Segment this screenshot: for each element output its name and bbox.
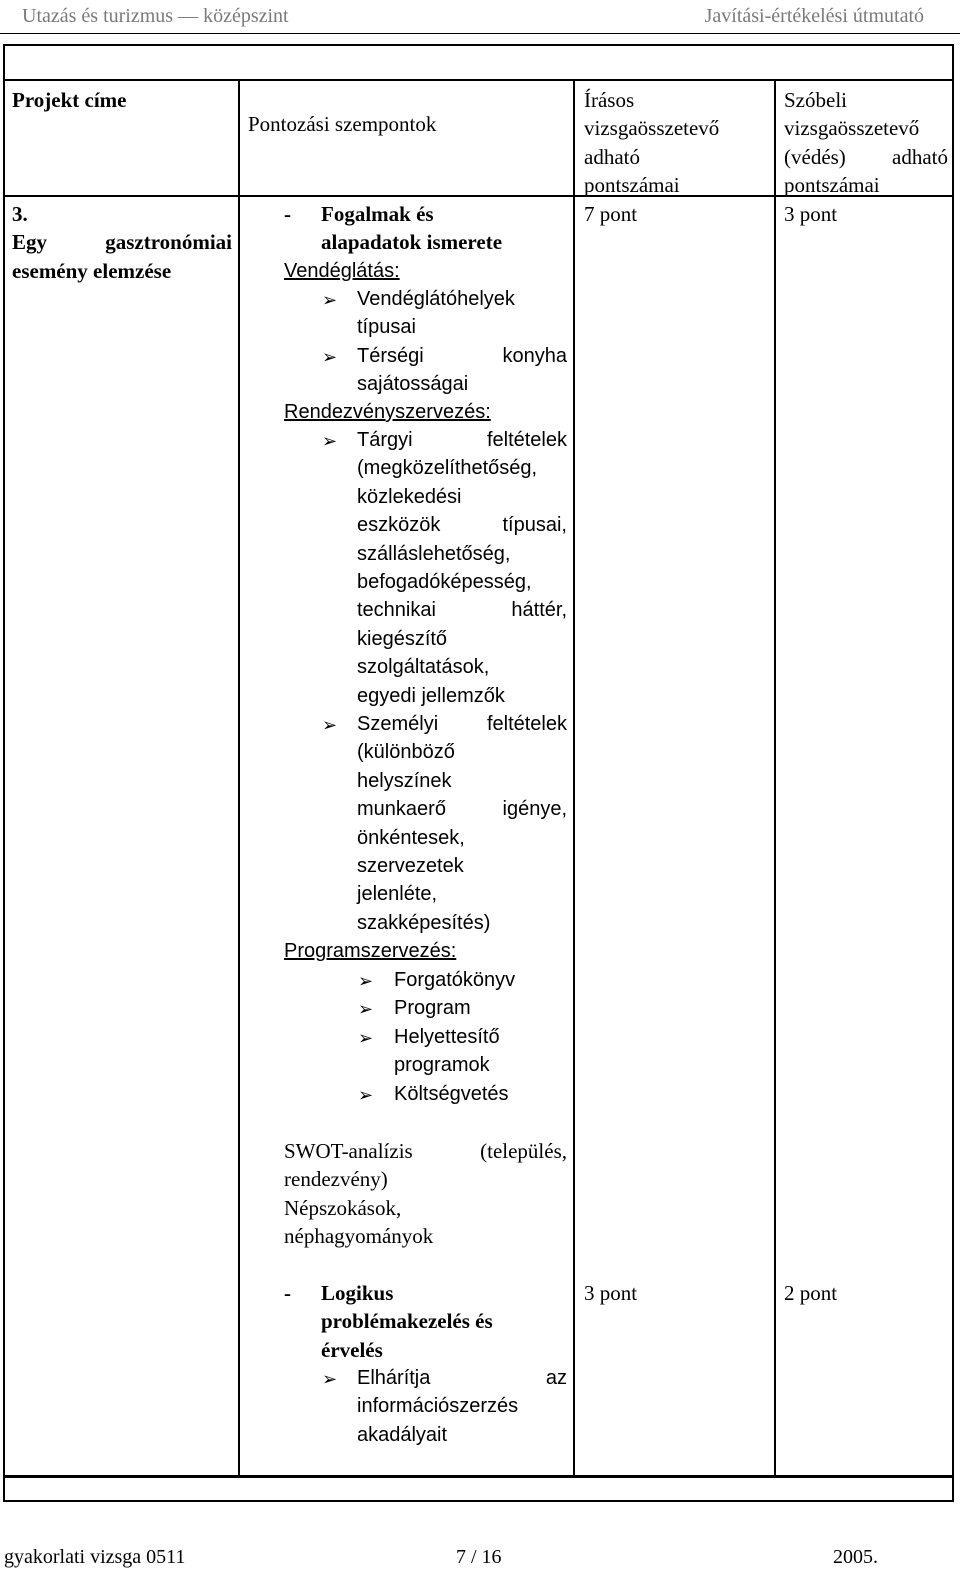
swot-text: SWOT-analízis (település, rendezvény) Népszokások, néphagyományok (284, 1139, 567, 1249)
table-bottom-rule (3, 1475, 954, 1477)
program-label: Programszervezés: (284, 940, 457, 962)
section2-oral-points: 2 pont (784, 1281, 838, 1305)
column-header-oral: Szóbeli vizsgaösszetevő (védés) adható pontszámai (784, 88, 948, 198)
list-item: Vendéglátóhelyek típusai (357, 288, 515, 339)
arrow-bullet-icon: ➢ (322, 347, 338, 367)
list-item: Tárgyi feltételek (megközelíthetőség, közlekedési eszközök típusai, szálláslehetőség, befogadóképesség, technikai háttér, kiegészítő szolgáltatások, egyedi jellemzők (357, 429, 567, 707)
arrow-bullet-icon: ➢ (322, 290, 338, 310)
list-item: Forgatókönyv (394, 969, 516, 991)
table-left-border (3, 79, 5, 1477)
list-item: Személyi feltételek (különböző helyszínek munkaerő igénye, önkéntesek, szervezetek jelenléte, szakképesítés) (357, 713, 567, 934)
footer-year: 2005. (833, 1546, 878, 1568)
rendezveny-label: Rendezvényszervezés: (284, 401, 491, 423)
frame-top-rule (5, 79, 952, 81)
list-item: Program (394, 997, 471, 1019)
table-col-divider-3 (774, 79, 776, 1477)
section2-dash: - (284, 1281, 291, 1305)
footer-page-number: 7 / 16 (456, 1546, 502, 1568)
table-col-divider-2 (573, 79, 575, 1477)
header-doc-type: Javítási-értékelési útmutató (704, 5, 924, 27)
section2-written-points: 3 pont (584, 1281, 638, 1305)
arrow-bullet-icon: ➢ (322, 1369, 338, 1389)
arrow-bullet-icon: ➢ (358, 999, 374, 1019)
list-item: Helyettesítő programok (394, 1026, 500, 1077)
section1-heading: Fogalmak és alapadatok ismerete (321, 202, 503, 255)
list-item: Elhárítja az információszerzés akadályait (357, 1367, 567, 1446)
table-right-border (952, 79, 954, 1477)
arrow-bullet-icon: ➢ (322, 431, 338, 451)
table-col-divider-1 (238, 79, 240, 1477)
project-title: 3. Egy gasztronómiai esemény elemzése (12, 202, 232, 283)
vendeglatas-label: Vendéglátás: (284, 260, 400, 282)
section1-written-points: 7 pont (584, 202, 638, 226)
section1-dash: - (284, 202, 291, 226)
arrow-bullet-icon: ➢ (322, 715, 338, 735)
header-subject: Utazás és turizmus — középszint (22, 5, 289, 27)
arrow-bullet-icon: ➢ (358, 1028, 374, 1048)
column-header-criteria: Pontozási szempontok (248, 112, 437, 136)
column-header-written: Írásos vizsgaösszetevő adható pontszámai (584, 88, 720, 198)
list-item: Térségi konyha sajátosságai (357, 345, 567, 396)
column-header-project: Projekt címe (12, 88, 127, 112)
arrow-bullet-icon: ➢ (358, 971, 374, 991)
page-header (0, 0, 960, 40)
section2-heading: Logikus problémakezelés és érvelés (321, 1281, 493, 1362)
footer-exam-code: gyakorlati vizsga 0511 (4, 1546, 186, 1568)
header-rule (0, 33, 960, 34)
list-item: Költségvetés (394, 1083, 509, 1105)
section1-oral-points: 3 pont (784, 202, 838, 226)
arrow-bullet-icon: ➢ (358, 1085, 374, 1105)
